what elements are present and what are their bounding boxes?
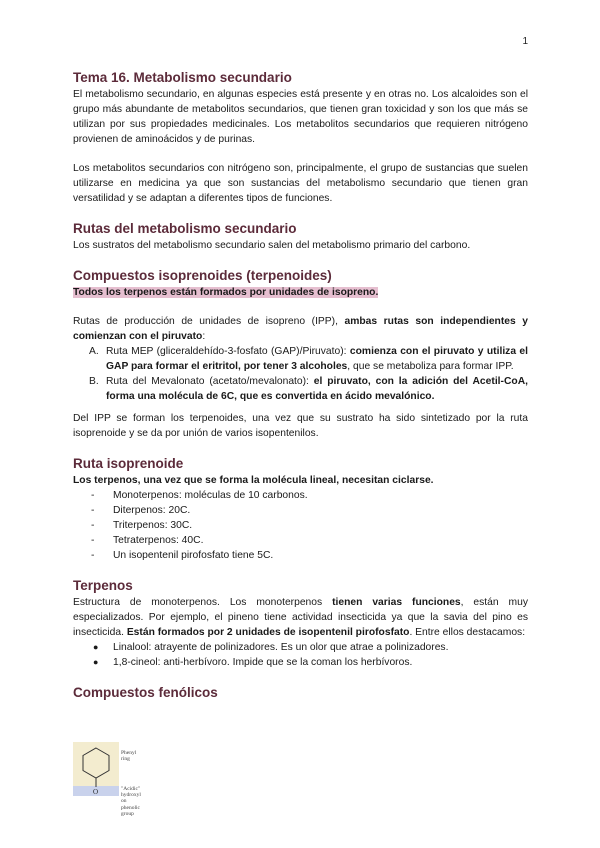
paragraph-nitrogen: Los metabolitos secundarios con nitrógeno son, principalmente, el grupo de sustancias que suelen utilizarse en medicina ya que son sustancias del metabolismo secundario que tienen gran versatilidad y se adaptan a diferentes tipos de funciones. — [73, 163, 528, 204]
list-item: - Triterpenos: 30C. — [91, 520, 193, 531]
list-item: - Tetraterpenos: 40C. — [91, 535, 204, 546]
list-item: A. Ruta MEP (gliceraldehído-3-fosfato (GAP)/Piruvato): comienza con el piruvato y utiliza el GAP para formar el eritritol, por tener 3 alcoholes, que se metaboliza para formar IPP. — [89, 346, 529, 372]
list-item: ● Linalool: atrayente de polinizadores. Es un olor que atrae a polinizadores. — [93, 642, 449, 653]
highlight-terpenos — [73, 285, 528, 300]
page-number: 1 — [522, 36, 528, 47]
label-acidic-hydroxyl: "Acidic" hydroxyl on phenolic group — [121, 786, 141, 817]
paragraph-ipp-outro: Del IPP se forman los terpenoides, una vez que su sustrato ha sido sintetizado por la ruta isoprenoide y se da por unión de varios isopentenilos. — [73, 413, 528, 439]
list-item: - Diterpenos: 20C. — [91, 505, 191, 516]
highlighted-text: Todos los terpenos están formados por unidades de isopreno. — [73, 287, 379, 298]
list-item: ● 1,8-cineol: anti-herbívoro. Impide que se la coman los herbívoros. — [93, 657, 413, 668]
heading-isoprenoides: Compuestos isoprenoides (terpenoides) — [73, 268, 332, 283]
ipp-routes-list — [73, 344, 528, 404]
paragraph-rutas: Los sustratos del metabolismo secundario salen del metabolismo primario del carbono. — [73, 240, 471, 251]
heading-rutas: Rutas del metabolismo secundario — [73, 221, 297, 236]
paragraph-ciclarse: Los terpenos, una vez que se forma la molécula lineal, necesitan ciclarse. — [73, 475, 434, 486]
label-phenyl-ring: Phenyl ring — [121, 750, 137, 763]
terpene-size-list — [73, 488, 528, 563]
list-item: - Monoterpenos: moléculas de 10 carbonos. — [91, 490, 308, 501]
phenol-structure-figure — [73, 742, 141, 820]
list-item: - Un isopentenil pirofosfato tiene 5C. — [91, 550, 274, 561]
heading-tema-16: Tema 16. Metabolismo secundario — [73, 70, 292, 85]
paragraph-intro: El metabolismo secundario, en algunas especies está presente y en otras no. Los alcaloides son el grupo más abundante de metabolitos secundarios, que tienen gran toxicidad y son los que más se utilizan por sus propiedades medicinales. Los metabolitos secundarios que requieren nitrógeno provienen de aminoácidos y de purinas. — [73, 89, 528, 145]
paragraph-ipp: Rutas de producción de unidades de isopreno (IPP), ambas rutas son independientes y comienzan con el piruvato: — [73, 316, 528, 342]
heading-ruta-isoprenoide: Ruta isoprenoide — [73, 456, 184, 471]
heading-fenolicos: Compuestos fenólicos — [73, 685, 218, 700]
list-item: B. Ruta del Mevalonato (acetato/mevalonato): el piruvato, con la adición del Acetil-CoA, forma una molécula de 6C, que es convertida en ácido mevalónico. — [89, 376, 528, 402]
paragraph-monoterpenos: Estructura de monoterpenos. Los monoterpenos tienen varias funciones, están muy especializados. Por ejemplo, el pineno tiene actividad insecticida ya que la savia del pino es insecticida. Están formados por 2 unidades de isopentenil pirofosfato. Entre ellos destacamos: — [73, 597, 528, 638]
monoterpene-list — [73, 640, 528, 670]
document-body — [73, 69, 528, 702]
heading-terpenos: Terpenos — [73, 578, 133, 593]
oxygen-atom: O — [93, 788, 99, 796]
